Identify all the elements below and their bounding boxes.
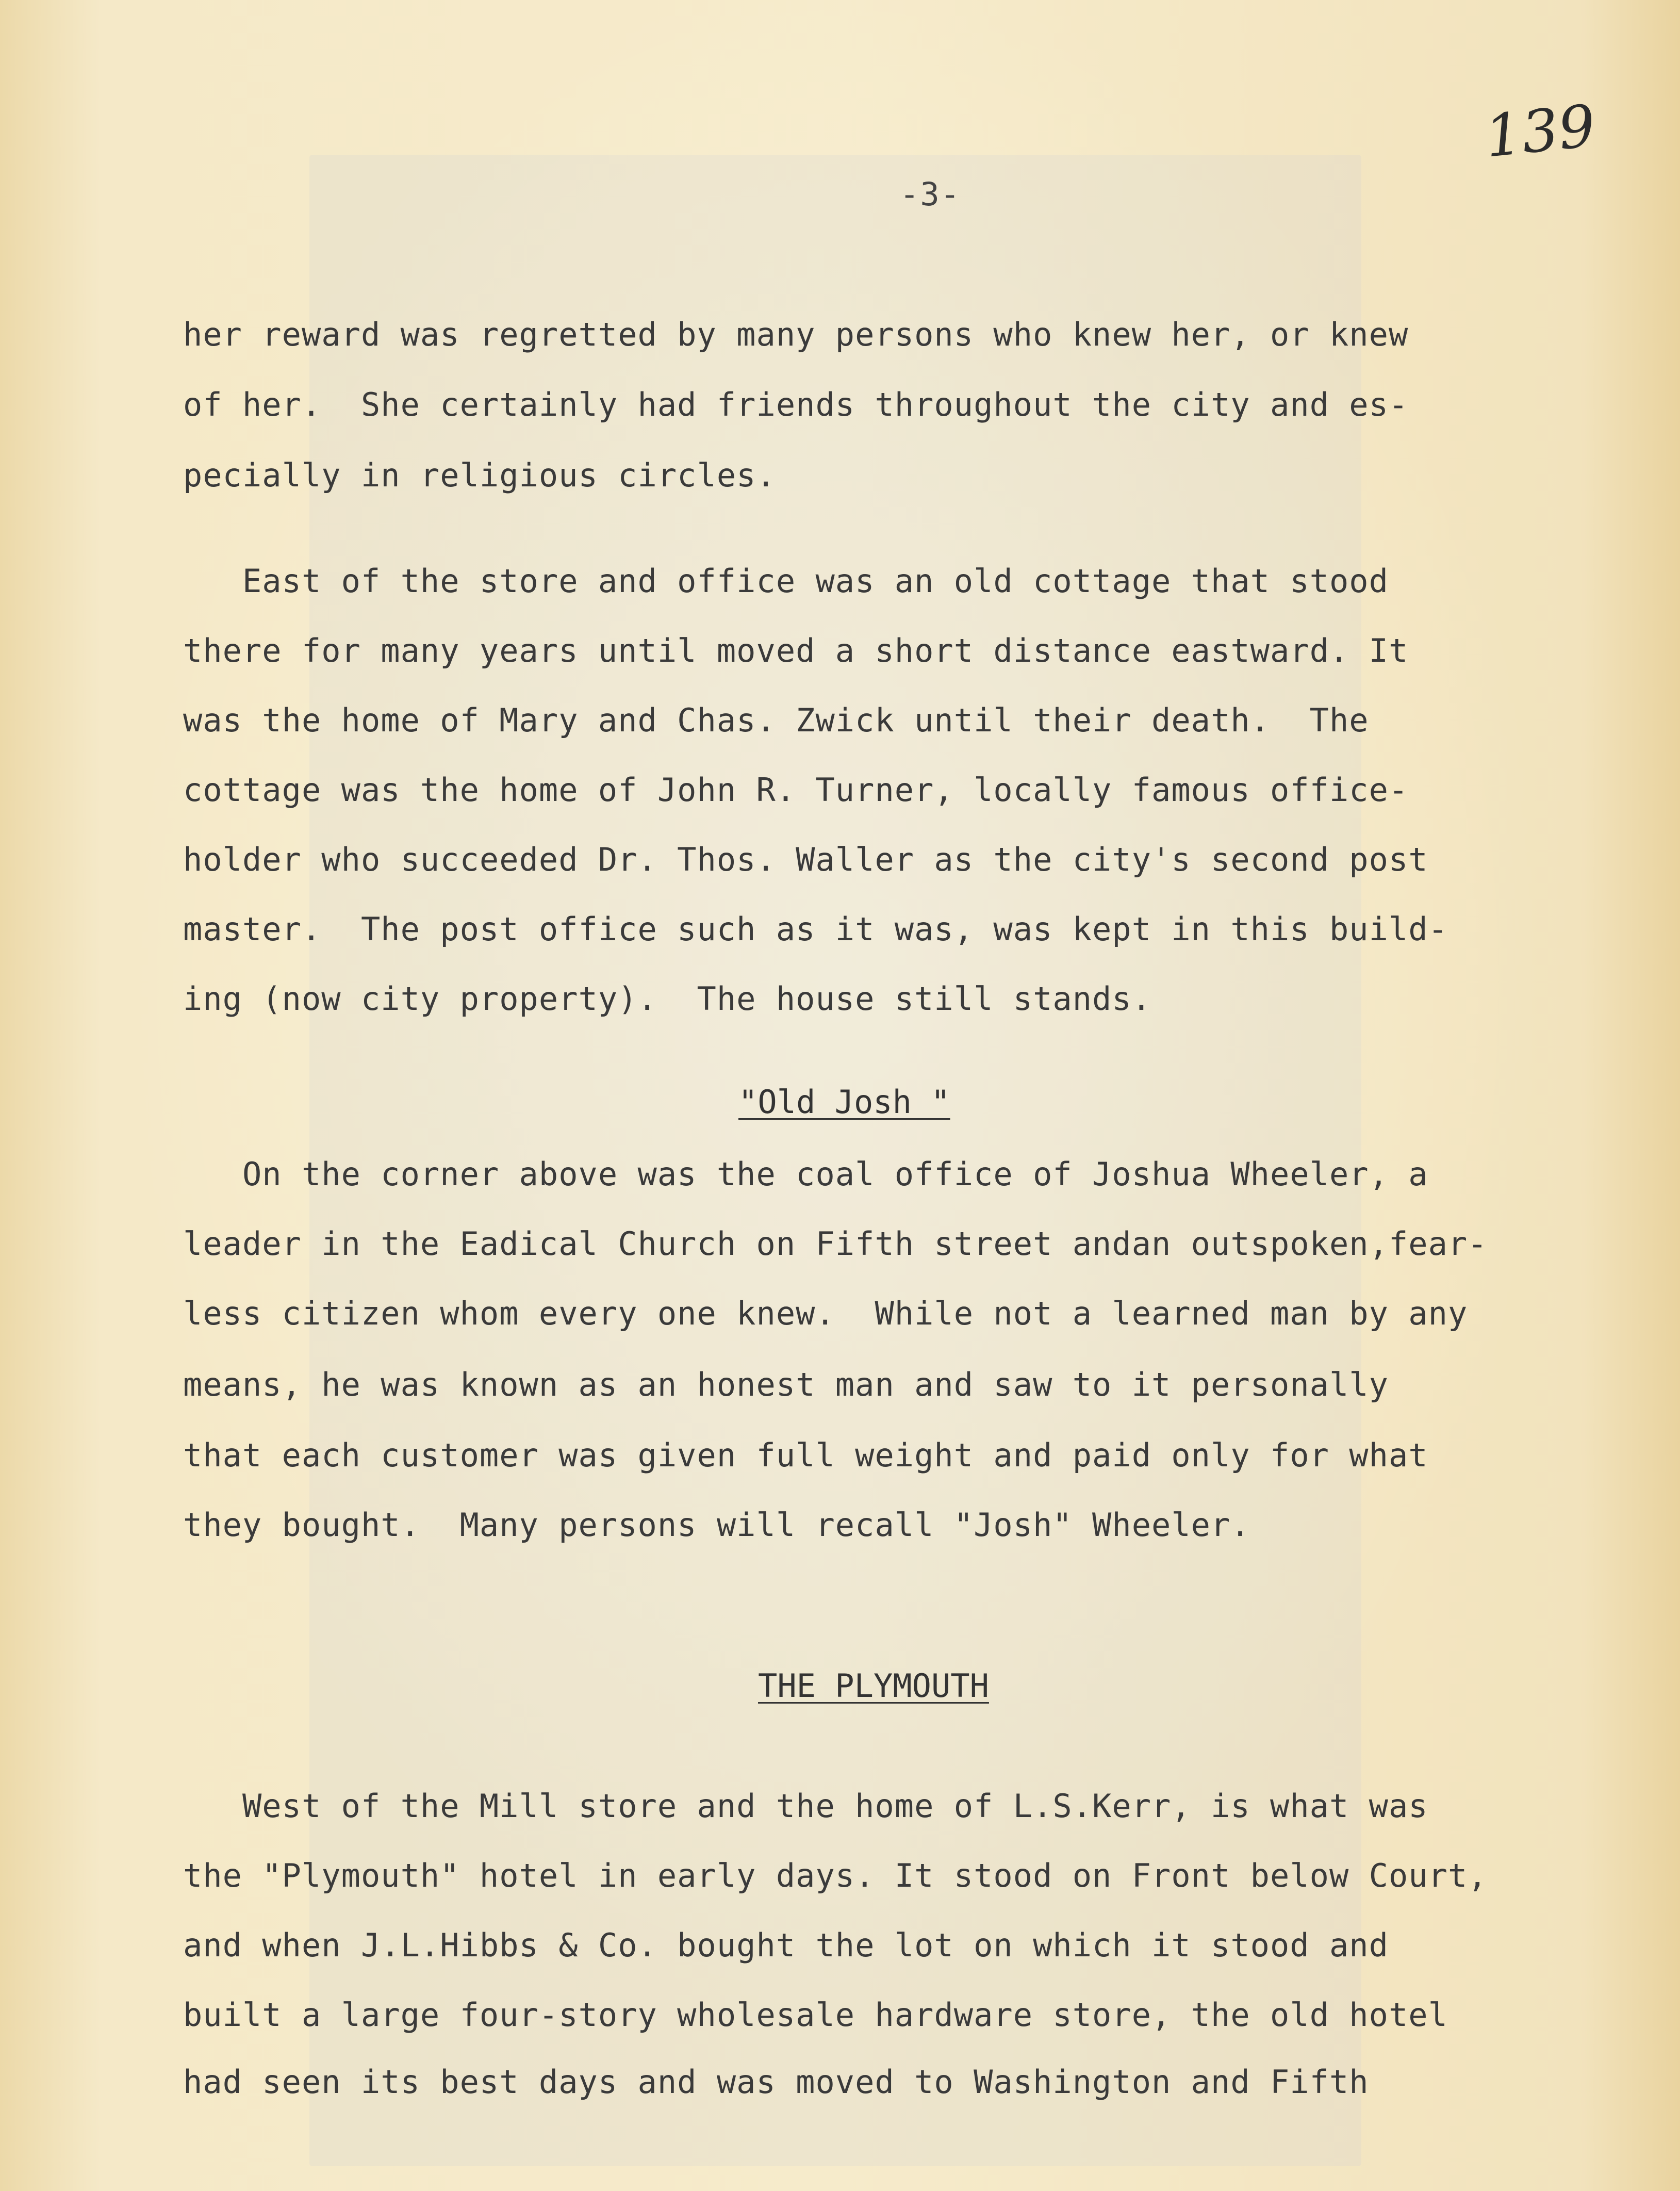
paragraph-3-line-1: On the corner above was the coal office of Joshua Wheeler, a [183, 1155, 1428, 1193]
paragraph-4-line-2: the "Plymouth" hotel in early days. It stood on Front below Court, [183, 1857, 1488, 1894]
paragraph-3-line-2: leader in the Eadical Church on Fifth street andan outspoken,fear- [183, 1225, 1488, 1263]
page-number: -3- [900, 175, 961, 213]
paragraph-1-line-3: pecially in religious circles. [183, 456, 776, 494]
section-title-old-josh: "Old Josh " [738, 1083, 950, 1121]
paragraph-1-line-2: of her. She certainly had friends throughout the city and es- [183, 386, 1409, 423]
paragraph-2-line-2: there for many years until moved a short distance eastward. It [183, 632, 1409, 669]
paragraph-2-line-5: holder who succeeded Dr. Thos. Waller as the city's second post [183, 841, 1428, 878]
paragraph-3-line-3: less citizen whom every one knew. While not a learned man by any [183, 1295, 1468, 1332]
paragraph-4-line-4: built a large four-story wholesale hardware store, the old hotel [183, 1996, 1448, 2034]
paragraph-2-line-6: master. The post office such as it was, was kept in this build- [183, 910, 1448, 948]
paragraph-4-line-1: West of the Mill store and the home of L.S.Kerr, is what was [183, 1787, 1428, 1825]
paragraph-1-line-1: her reward was regretted by many persons who knew her, or knew [183, 316, 1409, 353]
paragraph-2-line-4: cottage was the home of John R. Turner, locally famous office- [183, 771, 1409, 809]
paragraph-2-line-3: was the home of Mary and Chas. Zwick until their death. The [183, 701, 1369, 739]
section-title-the-plymouth: THE PLYMOUTH [758, 1667, 989, 1705]
paragraph-3-line-6: they bought. Many persons will recall "Josh" Wheeler. [183, 1506, 1250, 1544]
paragraph-3-line-5: that each customer was given full weight and paid only for what [183, 1436, 1428, 1474]
paragraph-2-line-1: East of the store and office was an old cottage that stood [183, 562, 1389, 600]
handwritten-archive-number: 139 [1481, 92, 1599, 171]
paragraph-3-line-4: means, he was known as an honest man and saw to it personally [183, 1366, 1389, 1403]
paragraph-4-line-5: had seen its best days and was moved to Washington and Fifth [183, 2063, 1369, 2101]
paragraph-4-line-3: and when J.L.Hibbs & Co. bought the lot on which it stood and [183, 1926, 1389, 1964]
paragraph-2-line-7: ing (now city property). The house still stands. [183, 980, 1152, 1018]
